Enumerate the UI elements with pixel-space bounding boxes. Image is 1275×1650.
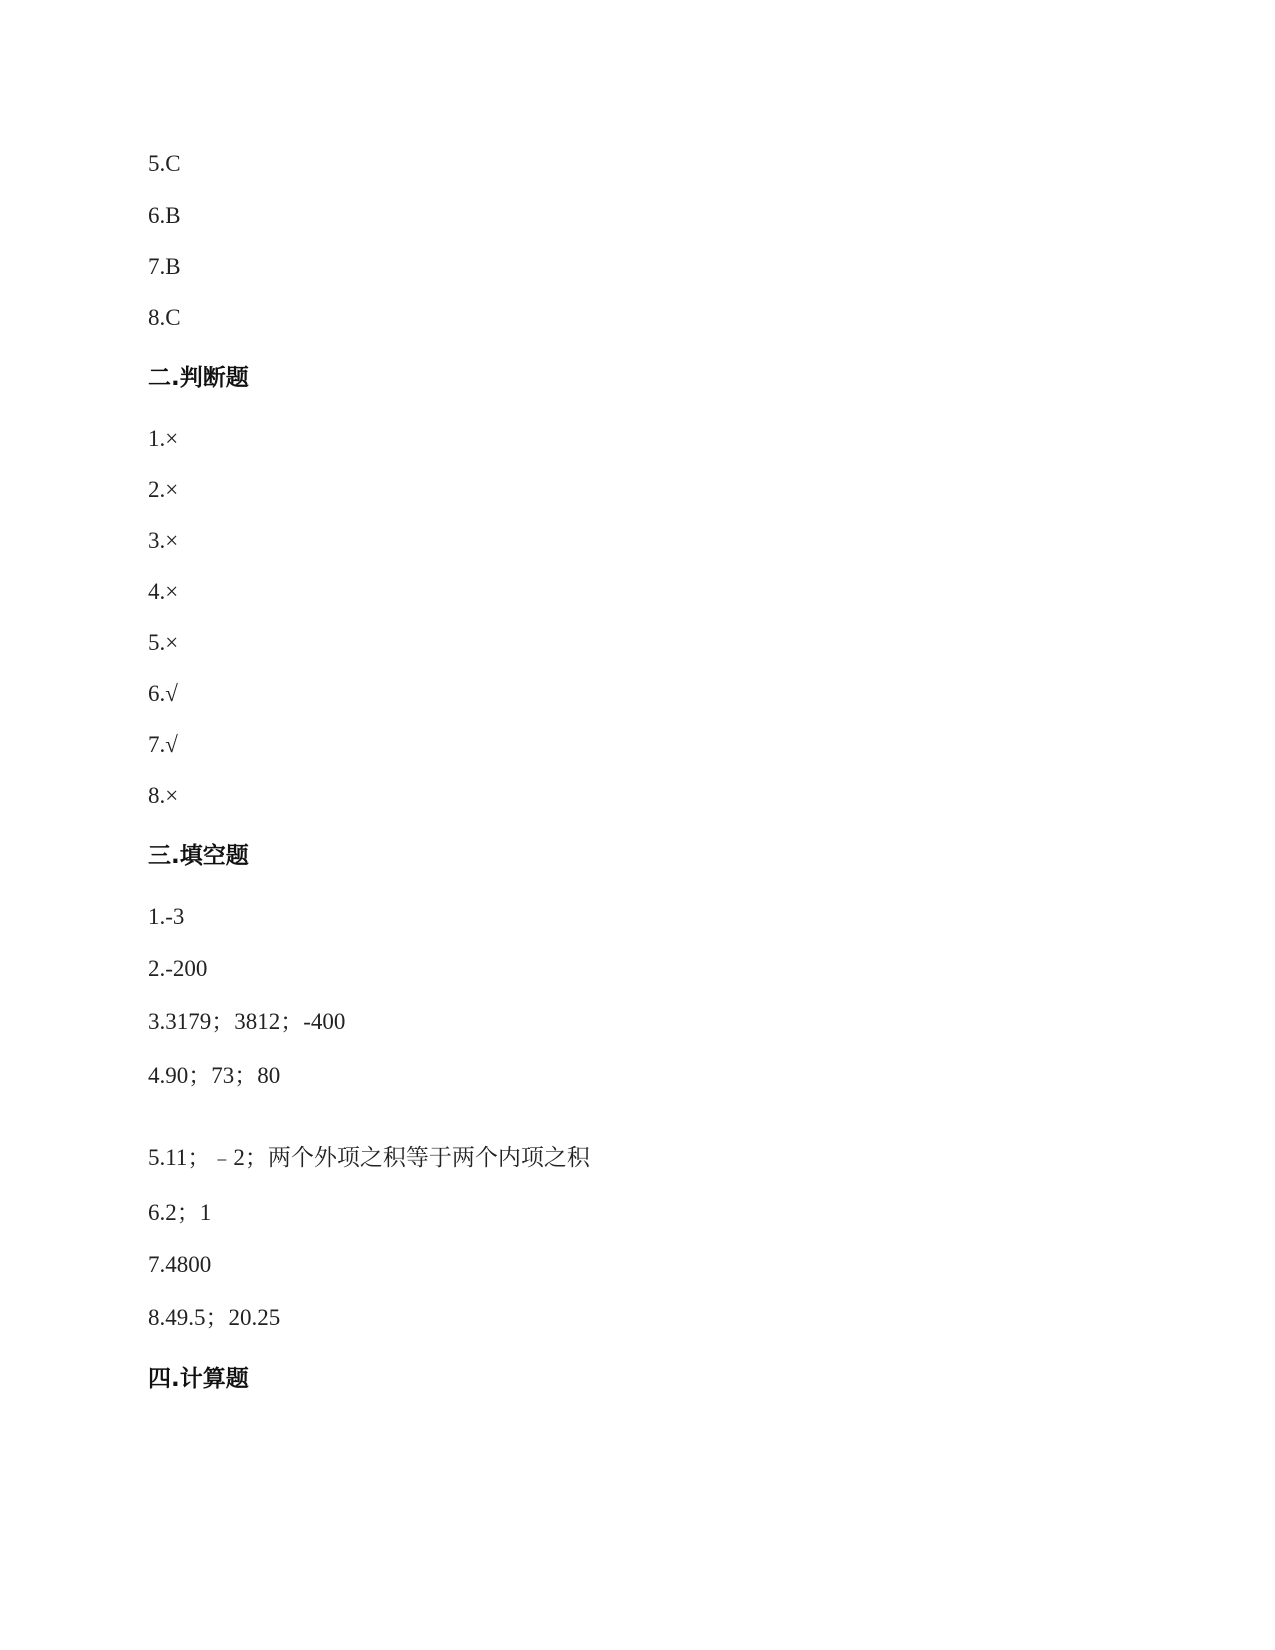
fill-blank-answer-7: 7.4800 <box>148 1252 212 1277</box>
section-heading-judgment: 二.判断题 <box>148 365 249 391</box>
section-heading-calculation: 四.计算题 <box>148 1366 249 1392</box>
judgment-answer-7: 7.√ <box>148 732 178 757</box>
judgment-answer-4: 4.× <box>148 579 179 604</box>
judgment-answer-8: 8.× <box>148 783 179 808</box>
fill-blank-answer-3: 3.3179；3812；-400 <box>148 1009 346 1034</box>
fill-blank-answer-1: 1.-3 <box>148 904 185 929</box>
judgment-answer-3: 3.× <box>148 528 179 553</box>
judgment-answer-5: 5.× <box>148 630 179 655</box>
judgment-answer-1: 1.× <box>148 426 179 451</box>
choice-answer-5: 5.C <box>148 151 181 176</box>
fill-blank-answer-8: 8.49.5；20.25 <box>148 1305 281 1330</box>
fill-blank-answer-4: 4.90；73；80 <box>148 1063 281 1088</box>
choice-answer-6: 6.B <box>148 203 181 228</box>
judgment-answer-6: 6.√ <box>148 681 178 706</box>
section-heading-fill-blank: 三.填空题 <box>148 843 249 869</box>
choice-answer-7: 7.B <box>148 254 181 279</box>
fill-blank-answer-2: 2.-200 <box>148 956 208 981</box>
fill-blank-answer-5: 5.11；﹣2；两个外项之积等于两个内项之积 <box>148 1145 590 1170</box>
fill-blank-answer-6: 6.2；1 <box>148 1200 212 1225</box>
choice-answer-8: 8.C <box>148 305 181 330</box>
judgment-answer-2: 2.× <box>148 477 179 502</box>
